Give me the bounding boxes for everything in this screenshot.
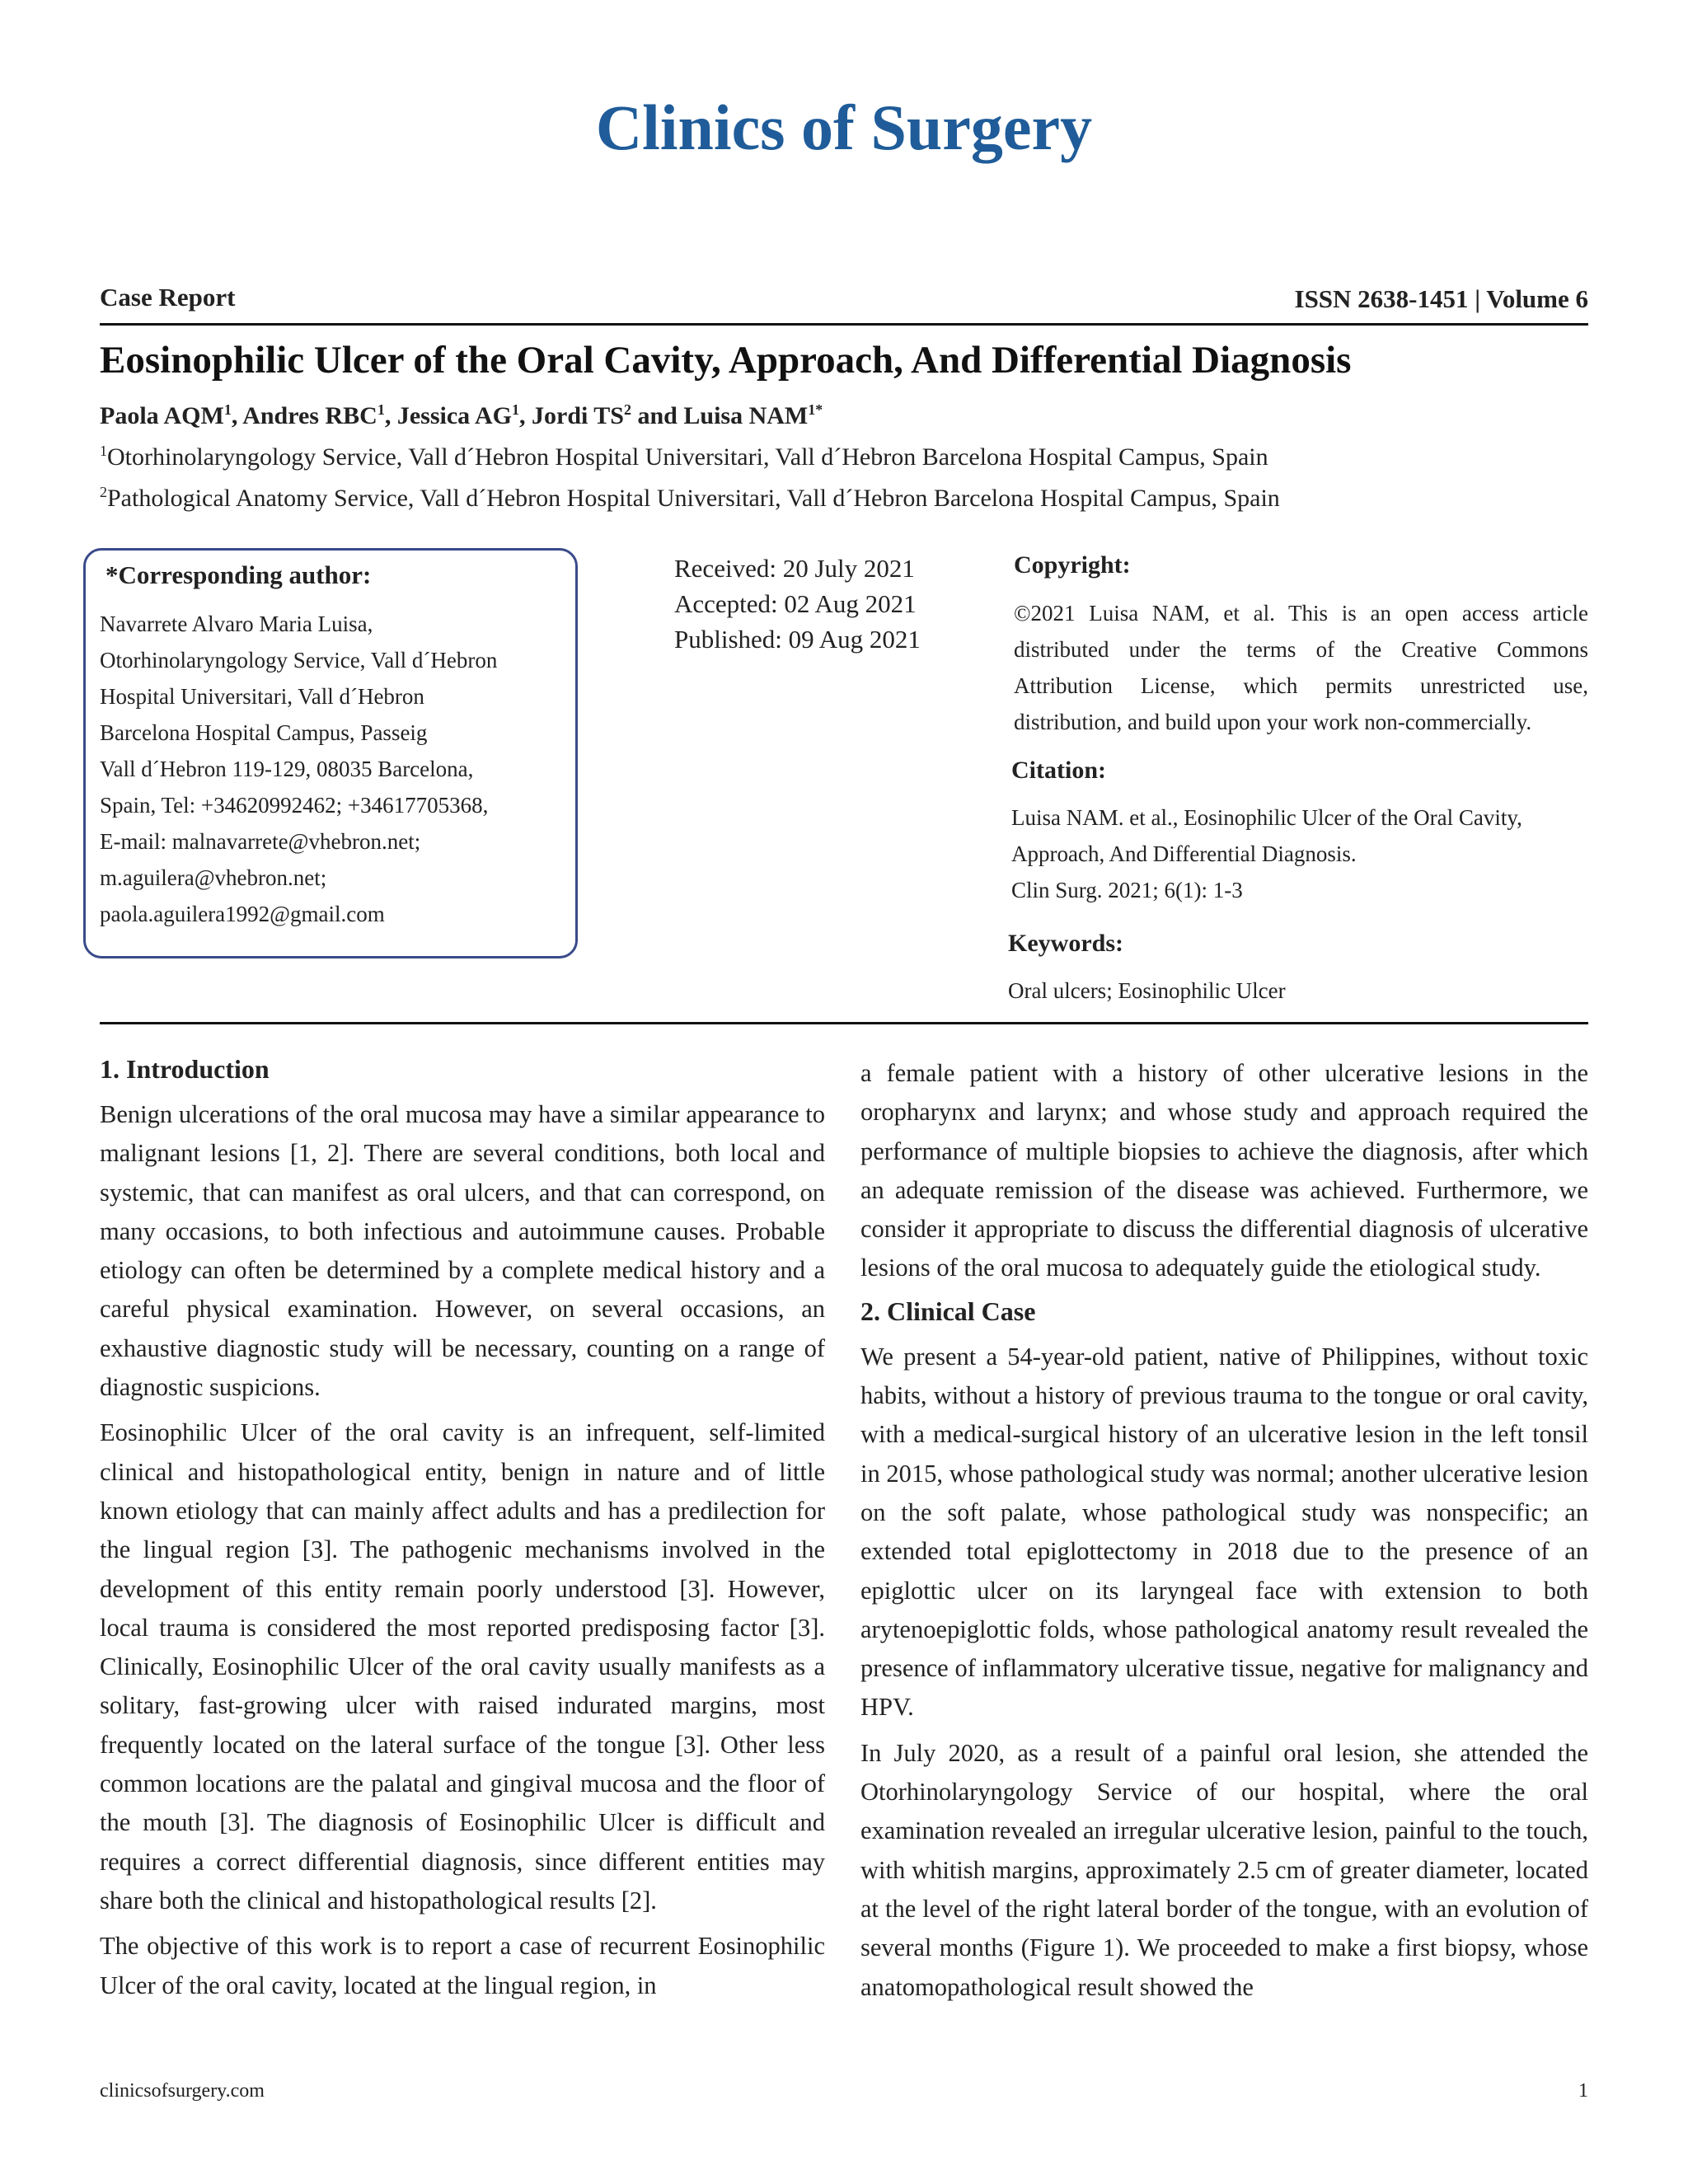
case-paragraph-2: In July 2020, as a result of a painful oral lesion, she attended the Otorhinolaryngology Service of our hospital, where the oral examination revealed an irregular ulcerative lesion, painful to the touch, with whitish margins, approximately 2.5 cm of greater diameter, located at the level of the right lateral border of the tongue, with an evolution of several months (Figure 1). We proceeded to make a first biopsy, whose anatomopathological result showed the (860, 1738, 1588, 2001)
clinical-case-heading: 2. Clinical Case (860, 1296, 1036, 1326)
corresponding-line: Vall d´Hebron 119-129, 08035 Barcelona, (100, 757, 474, 781)
page-number: 1 (1578, 2080, 1588, 2102)
citation-line: Approach, And Differential Diagnosis. (1011, 841, 1357, 866)
journal-title: Clinics of Surgery (595, 91, 1093, 163)
published-date: Published: 09 Aug 2021 (674, 625, 921, 654)
accepted-date: Accepted: 02 Aug 2021 (674, 589, 917, 618)
introduction-heading: 1. Introduction (100, 1054, 270, 1084)
author-sup: 1 (512, 401, 519, 418)
intro-paragraph-2: Eosinophilic Ulcer of the oral cavity is an infrequent, self-limited clinical and histopathological entity, benign in nature and of little known etiology that can mainly affect adults and has a predilection for the lingual region [3]. The pathogenic mechanisms involved in the development of this entity remain poorly understood [3]. However, local trauma is considered the most reported predisposing factor [3]. Clinically, Eosinophilic Ulcer of the oral cavity usually manifests as a solitary, fast-growing ulcer with raised indurated margins, most frequently located on the lateral surface of the tongue [3]. Other less common locations are the palatal and gingival mucosa and the floor of the mouth [3]. The diagnosis of Eosinophilic Ulcer is difficult and requires a correct differential diagnosis, since different entities may share both the clinical and histopathological results [2]. (100, 1418, 825, 1915)
corresponding-line: Spain, Tel: +34620992462; +34617705368, (100, 793, 489, 818)
affiliation-text: Otorhinolaryngology Service, Vall d´Hebron Hospital Universitari, Vall d´Hebron Barcelona Hospital Campus, Spain (107, 443, 1268, 471)
keywords-heading: Keywords: (1008, 930, 1123, 957)
header-rule (100, 323, 1588, 326)
author-sup: 2 (624, 401, 631, 418)
section-rule (100, 1022, 1588, 1024)
author-sep: , (384, 402, 397, 429)
citation-line: Luisa NAM. et al., Eosinophilic Ulcer of the Oral Cavity, (1011, 805, 1522, 830)
article-dates (674, 551, 921, 657)
body-left-column (100, 1052, 825, 2012)
author: Jordi TS (532, 402, 624, 429)
citation-text (1011, 799, 1588, 908)
case-paragraph-1: We present a 54-year-old patient, native of Philippines, without toxic habits, without a history of previous trauma to the tongue or oral cavity, with a medical-surgical history of an ulcerative lesion in the left tonsil in 2015, whose pathological study was normal; another ulcerative lesion on the soft palate, whose pathological study was nonspecific; an extended total epiglottectomy in 2018 due to the presence of an epiglottic ulcer on its laryngeal face with extension to both arytenoepiglottic folds, whose pathological anatomy result revealed the presence of inflammatory ulcerative tissue, negative for malignancy and HPV. (860, 1342, 1588, 1722)
article-title: Eosinophilic Ulcer of the Oral Cavity, Approach, And Differential Diagnosis (100, 339, 1352, 382)
affiliation-1 (100, 443, 1268, 471)
corresponding-author-heading: *Corresponding author: (106, 560, 372, 589)
corresponding-line: Hospital Universitari, Vall d´Hebron (100, 684, 424, 709)
author-sep: , (231, 402, 243, 429)
corresponding-author-details (100, 606, 578, 932)
citation-line: Clin Surg. 2021; 6(1): 1-3 (1011, 878, 1243, 902)
author-sep: and (631, 402, 684, 429)
affiliation-2 (100, 484, 1280, 513)
corresponding-line: paola.aguilera1992@gmail.com (100, 902, 385, 926)
received-date: Received: 20 July 2021 (674, 554, 915, 583)
author: Andres RBC (242, 402, 377, 429)
affiliation-text: Pathological Anatomy Service, Vall d´Hebron Hospital Universitari, Vall d´Hebron Barcelona Hospital Campus, Spain (107, 485, 1280, 512)
keywords-text: Oral ulcers; Eosinophilic Ulcer (1008, 978, 1286, 1003)
corresponding-line: Barcelona Hospital Campus, Passeig (100, 720, 428, 745)
intro-paragraph-1: Benign ulcerations of the oral mucosa may have a similar appearance to malignant lesions [1, 2]. There are several conditions, both local and systemic, that can manifest as oral ulcers, and that can correspond, on many occasions, to both infectious and autoimmune causes. Probable etiology can often be determined by a complete medical history and a careful physical examination. However, on several occasions, an exhaustive diagnostic study will be necessary, counting on a range of diagnostic suspicions. (100, 1100, 825, 1402)
corresponding-line: m.aguilera@vhebron.net; (100, 865, 327, 890)
corresponding-line: Otorhinolaryngology Service, Vall d´Hebron (100, 648, 498, 673)
author-sup: 1 (377, 401, 385, 418)
author-sup: 1 (223, 401, 232, 418)
corresponding-line: E-mail: malnavarrete@vhebron.net; (100, 829, 421, 854)
article-type: Case Report (100, 283, 236, 312)
intro-paragraph-3-continued: a female patient with a history of other ulcerative lesions in the oropharynx and larynx; and whose study and approach required the performance of multiple biopsies to achieve the diagnosis, after which an adequate remission of the disease was achieved. Furthermore, we consider it appropriate to discuss the differential diagnosis of ulcerative lesions of the oral mucosa to adequately guide the etiological study. (860, 1059, 1588, 1282)
citation-heading: Citation: (1011, 757, 1106, 784)
copyright-heading: Copyright: (1014, 551, 1131, 579)
intro-paragraph-3: The objective of this work is to report a case of recurrent Eosinophilic Ulcer of the oral cavity, located at the lingual region, in (100, 1932, 825, 1999)
author-sep: , (519, 402, 532, 429)
issn-volume: ISSN 2638-1451 | Volume 6 (1294, 284, 1588, 313)
body-right-column (860, 1054, 1588, 2013)
author: Jessica AG (396, 402, 512, 429)
author: Luisa NAM (683, 402, 809, 429)
author-list (100, 401, 823, 430)
footer-website: clinicsofsurgery.com (100, 2080, 265, 2102)
corresponding-line: Navarrete Alvaro Maria Luisa, (100, 612, 373, 636)
author-sup: 1* (808, 401, 823, 418)
affiliation-sup: 2 (100, 484, 107, 500)
copyright-text: ©2021 Luisa NAM, et al. This is an open access article distributed under the terms of the Creative Commons Attribution License, which permits unrestricted use, distribution, and build upon your work non-commercially. (1014, 601, 1588, 734)
author: Paola AQM (100, 402, 224, 429)
affiliation-sup: 1 (100, 443, 107, 459)
